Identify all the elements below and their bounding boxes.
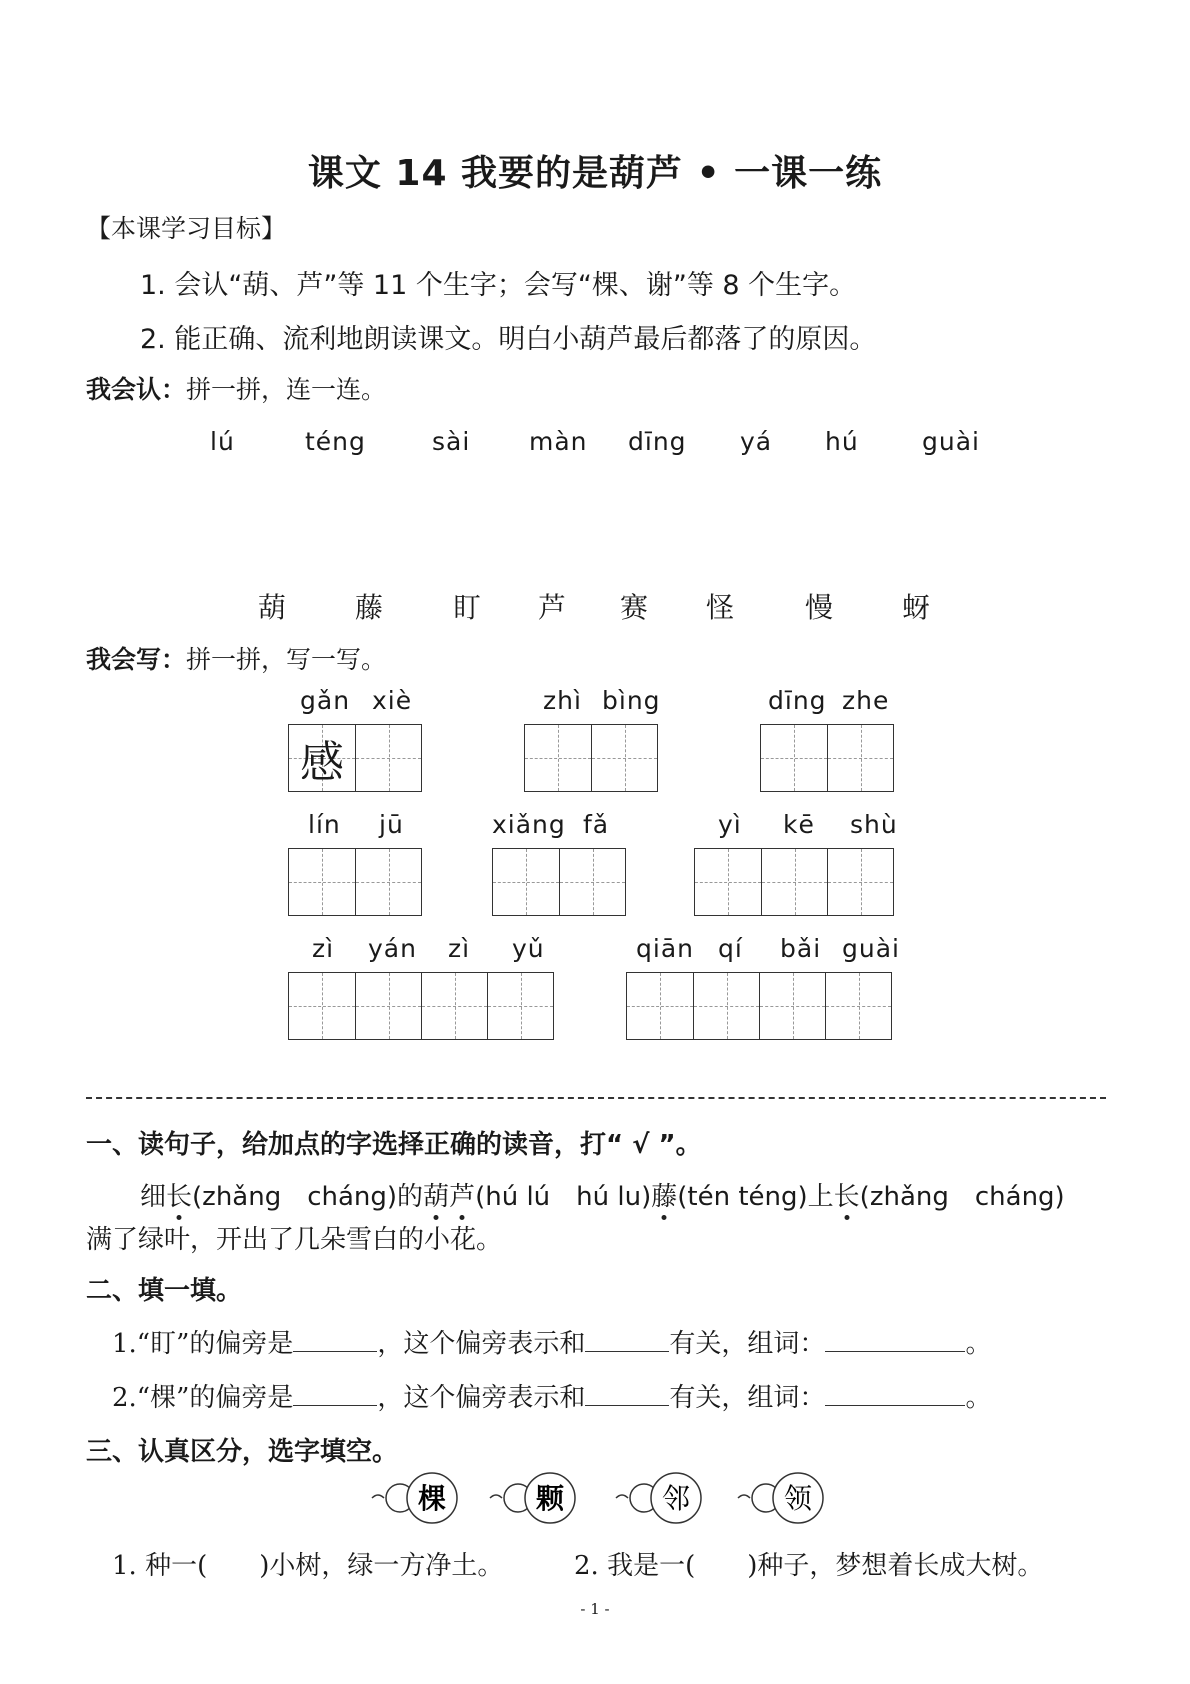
write-pinyin: guài xyxy=(842,934,900,963)
write-pinyin: xiè xyxy=(372,686,413,715)
writing-cell[interactable] xyxy=(289,973,355,1039)
question-2[interactable]: 2. 我是一( )种子，梦想着长成大树。 xyxy=(574,1551,1044,1581)
recognize-pinyin[interactable]: dīng xyxy=(628,427,687,456)
answer-blank[interactable] xyxy=(293,1350,377,1352)
recognize-prompt-text: 拼一拼，连一连。 xyxy=(186,375,387,404)
write-pinyin: zì xyxy=(448,934,471,963)
writing-cell[interactable] xyxy=(559,849,625,915)
writing-cell[interactable] xyxy=(627,973,693,1039)
write-prompt xyxy=(86,640,386,676)
writing-cell[interactable] xyxy=(355,849,421,915)
cut-line-divider xyxy=(86,1097,1106,1099)
goal-1: 1. 会认“葫、芦”等 11 个生字；会写“棵、谢”等 8 个生字。 xyxy=(140,270,857,301)
option-char: 颗 xyxy=(535,1482,565,1515)
option-char: 棵 xyxy=(417,1482,447,1515)
sample-char: 感 xyxy=(300,737,344,788)
writing-grid[interactable] xyxy=(492,848,626,916)
writing-cell[interactable] xyxy=(761,725,827,791)
answer-blank[interactable] xyxy=(825,1350,965,1352)
dotted-char: 芦 xyxy=(449,1182,476,1212)
page-number: - 1 - xyxy=(580,1600,610,1618)
write-pinyin: bǎi xyxy=(780,934,822,963)
fill-item-2: 2.“棵”的偏旁是 ，这个偏旁表示和 有关，组词： 。 xyxy=(112,1383,992,1413)
writing-cell[interactable] xyxy=(693,973,759,1039)
writing-grid[interactable] xyxy=(524,724,658,792)
write-pinyin: bìng xyxy=(602,686,661,715)
reading-options[interactable]: (tén téng)上 xyxy=(677,1182,834,1212)
writing-cell[interactable] xyxy=(289,849,355,915)
goals-heading: 【本课学习目标】 xyxy=(86,214,287,243)
recognize-prompt-bold: 我会认： xyxy=(86,375,187,404)
answer-blank[interactable] xyxy=(585,1350,669,1352)
write-pinyin: xiǎng xyxy=(492,810,566,839)
writing-cell[interactable] xyxy=(355,973,421,1039)
writing-cell[interactable] xyxy=(761,849,827,915)
write-pinyin: zhì xyxy=(543,686,582,715)
gourd-option-icon[interactable] xyxy=(736,1470,828,1526)
write-pinyin: jū xyxy=(379,810,404,839)
recognize-prompt xyxy=(86,370,386,406)
writing-cell[interactable] xyxy=(827,725,893,791)
answer-blank[interactable] xyxy=(293,1404,377,1406)
dotted-char: 长 xyxy=(166,1182,193,1212)
writing-cell[interactable] xyxy=(355,725,421,791)
section1-heading: 一、读句子，给加点的字选择正确的读音，打“ √ ”。 xyxy=(86,1130,702,1160)
writing-cell[interactable] xyxy=(759,973,825,1039)
write-pinyin: zì xyxy=(312,934,335,963)
recognize-pinyin[interactable]: lú xyxy=(210,427,235,456)
recognize-char[interactable]: 蚜 xyxy=(902,591,931,624)
writing-grid[interactable] xyxy=(694,848,894,916)
question-1[interactable]: 1. 种一( )小树，绿一方净土。 xyxy=(112,1551,504,1581)
dotted-char: 葫 xyxy=(423,1182,450,1212)
fill-item-1: 1.“盯”的偏旁是 ，这个偏旁表示和 有关，组词： 。 xyxy=(112,1329,992,1359)
goal-2: 2. 能正确、流利地朗读课文。明白小葫芦最后都落了的原因。 xyxy=(140,324,877,355)
write-pinyin: kē xyxy=(783,810,815,839)
writing-cell[interactable] xyxy=(487,973,553,1039)
gourd-option-icon[interactable] xyxy=(370,1470,462,1526)
write-pinyin: qí xyxy=(718,934,743,963)
recognize-char[interactable]: 怪 xyxy=(706,591,735,624)
gourd-option-icon[interactable] xyxy=(488,1470,580,1526)
write-pinyin: lín xyxy=(308,810,341,839)
recognize-pinyin[interactable]: yá xyxy=(740,427,773,456)
section1-sentence: 细长(zhǎng cháng)的葫芦(hú lú hú lu)藤(tén téng)上长(zhǎng cháng) xyxy=(140,1182,1065,1212)
writing-grid[interactable] xyxy=(760,724,894,792)
writing-cell[interactable] xyxy=(827,849,893,915)
page-title: 课文 14 我要的是葫芦 • 一课一练 xyxy=(307,153,883,194)
writing-cell[interactable] xyxy=(421,973,487,1039)
write-prompt-text: 拼一拼，写一写。 xyxy=(186,645,387,674)
recognize-char[interactable]: 盯 xyxy=(453,591,482,624)
option-char: 邻 xyxy=(661,1482,691,1515)
recognize-pinyin[interactable]: sài xyxy=(432,427,471,456)
recognize-char[interactable]: 慢 xyxy=(805,591,834,624)
recognize-pinyin[interactable]: hú xyxy=(825,427,859,456)
write-pinyin: gǎn xyxy=(300,686,351,715)
write-prompt-bold: 我会写： xyxy=(86,645,187,674)
reading-options[interactable]: (zhǎng cháng)的 xyxy=(192,1182,424,1212)
writing-grid[interactable] xyxy=(626,972,892,1040)
writing-grid[interactable] xyxy=(288,848,422,916)
writing-grid[interactable] xyxy=(288,972,554,1040)
section3-heading: 三、认真区分，选字填空。 xyxy=(86,1437,399,1467)
write-pinyin: fǎ xyxy=(583,810,610,839)
recognize-char[interactable]: 赛 xyxy=(620,591,649,624)
answer-blank[interactable] xyxy=(825,1404,965,1406)
dotted-char: 长 xyxy=(833,1182,860,1212)
writing-cell[interactable] xyxy=(493,849,559,915)
option-char: 领 xyxy=(783,1482,813,1515)
recognize-pinyin[interactable]: màn xyxy=(529,427,588,456)
recognize-char[interactable]: 芦 xyxy=(538,591,567,624)
write-pinyin: zhe xyxy=(842,686,890,715)
writing-cell[interactable] xyxy=(825,973,891,1039)
writing-cell[interactable] xyxy=(695,849,761,915)
answer-blank[interactable] xyxy=(585,1404,669,1406)
reading-options[interactable]: (hú lú hú lu) xyxy=(475,1182,652,1212)
recognize-pinyin[interactable]: téng xyxy=(305,427,366,456)
writing-grid[interactable] xyxy=(288,724,422,792)
writing-cell[interactable] xyxy=(525,725,591,791)
write-pinyin: yǔ xyxy=(512,934,545,963)
recognize-char[interactable]: 葫 xyxy=(258,591,287,624)
write-pinyin: yì xyxy=(718,810,742,839)
recognize-pinyin[interactable]: guài xyxy=(922,427,980,456)
gourd-option-icon[interactable] xyxy=(614,1470,706,1526)
write-pinyin: yán xyxy=(368,934,417,963)
writing-cell[interactable] xyxy=(289,725,355,791)
section1-line2: 满了绿叶，开出了几朵雪白的小花。 xyxy=(86,1225,503,1255)
recognize-char[interactable]: 藤 xyxy=(355,591,384,624)
reading-options[interactable]: (zhǎng cháng) xyxy=(859,1182,1065,1212)
writing-cell[interactable] xyxy=(591,725,657,791)
write-pinyin: qiān xyxy=(636,934,694,963)
write-pinyin: dīng xyxy=(768,686,827,715)
write-pinyin: shù xyxy=(850,810,898,839)
section2-heading: 二、填一填。 xyxy=(86,1276,243,1306)
dotted-char: 藤 xyxy=(651,1182,678,1212)
